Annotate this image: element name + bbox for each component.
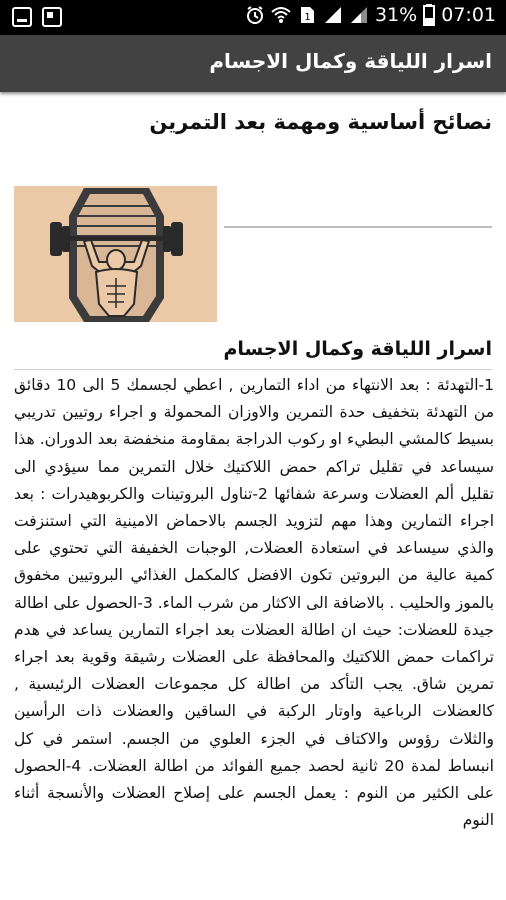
app-bar	[0, 35, 506, 92]
article-body: 1-التهدئة : بعد الانتهاء من اداء التمارين , اعطي لجسمك 5 الى 10 دقائق من التهدئة بتخفيف حدة التمرين والاوزان المحمولة و اجراء روتيين تدريبي بسيط كالمشي البطيء او ركوب الدراجة بمقاومة منخفضة بعد الدوران. هذا سيساعد في تقليل تراكم حمض اللاكتيك خلال التمرين مما سيؤدي الى تقليل ألم العضلات وسرعة شفائها 2-تناول البروتينات والكربوهيدرات : بعد اجراء التمارين وهذا مهم لتزويد الجسم بالاحماض الامينية التي استنزفت والذي سيساعد في استعادة العضلات, الوجبات الخفيفة التي تحتوي على كمية عالية من البروتين تكون الافضل كالمكمل الغذائي البروتيين مخفوق بالموز والحليب . بالاضافة الى الاكثار من شرب الماء. 3-الحصول على اطالة جيدة للعضلات: حيث ان اطالة العضلات بعد اجراء التمارين يساعد في هدم تراكمات حمض اللاكتيك والمحافظة على العضلات رشيقة وقوية بعد اجراء تمرين شاق. يجب التأكد من اطالة كل مجموعات العضلات الرئيسية , كالعضلات الرباعية واوتار الركبة في الساقين والعضلات ذات الرأسين والثلاث رؤوس والاكتاف في الجزء العلوي من الجسم. استمر في كل انبساط لمدة 20 ثانية لحصد جميع الفوائد من اطالة العضلات. 4-الحصول على الكثير من النوم : يعمل الجسم على إصلاح العضلات والأنسجة أثناء النوم	[14, 376, 495, 830]
app-title: اسرار اللياقة وكمال الاجسام	[209, 49, 492, 73]
status-right-icons	[245, 4, 496, 26]
bodybuilder-illustration	[14, 186, 217, 322]
clock: 07:01	[441, 4, 496, 26]
wifi-icon	[271, 4, 291, 26]
battery-percent: 31%	[375, 4, 418, 26]
sim-icon	[297, 4, 317, 26]
hero-image	[14, 186, 217, 322]
status-bar	[0, 0, 506, 35]
status-left-icons	[12, 7, 62, 27]
alarm-icon	[245, 4, 265, 26]
gallery-icon	[12, 7, 32, 27]
signal-icon	[323, 4, 343, 26]
divider-line	[224, 226, 492, 228]
article-sub-heading: اسرار اللياقة وكمال الاجسام	[223, 338, 492, 360]
phone-icon	[42, 7, 62, 27]
page-heading: نصائح أساسية ومهمة بعد التمرين	[149, 110, 492, 134]
svg-text:1: 1	[304, 12, 311, 23]
battery-icon	[423, 4, 435, 26]
signal-icon-2	[349, 4, 369, 26]
sub-heading-divider	[14, 369, 492, 370]
